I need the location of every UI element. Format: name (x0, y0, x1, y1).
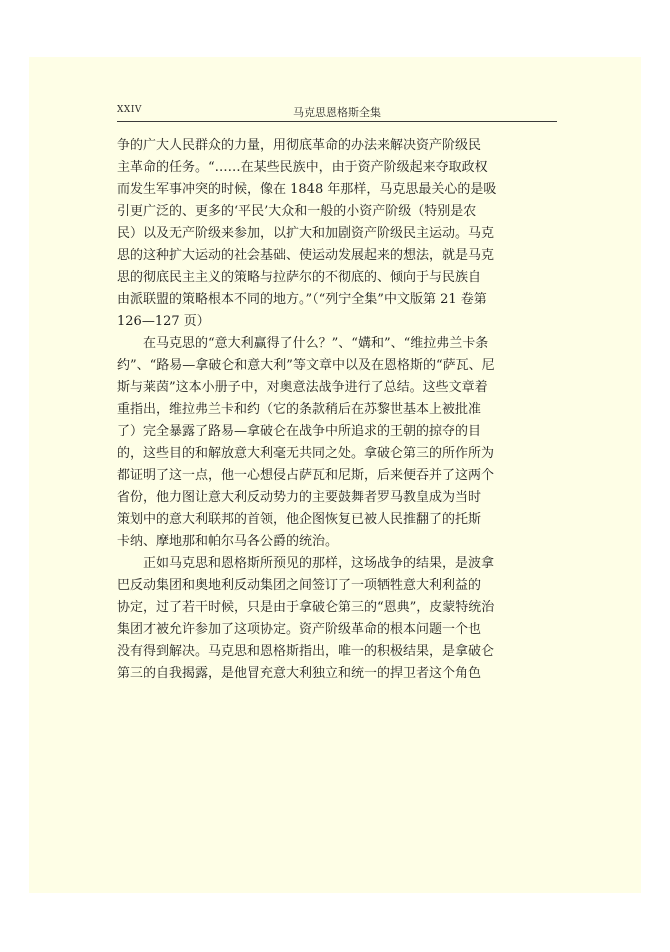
page-header (117, 103, 557, 122)
text-line: 而发生军事冲突的时候，像在 1848 年那样，马克思最关心的是吸 (117, 182, 497, 197)
text-line: 没有得到解决。马克思和恩格斯指出，唯一的积极结果，是拿破仑 (117, 644, 495, 659)
text-line: 民）以及无产阶级来参加，以扩大和加剧资产阶级民主运动。马克 (117, 226, 495, 241)
text-line: 争的广大人民群众的力量，用彻底革命的办法来解决资产阶级民 (117, 138, 482, 153)
paragraph-first-line: 正如马克思和恩格斯所预见的那样，这场战争的结果，是波拿 (143, 556, 495, 571)
text-line: 都证明了这一点，他一心想侵占萨瓦和尼斯，后来便吞并了这两个 (117, 468, 495, 483)
page-number: XXIV (117, 105, 142, 115)
text-line: 126—127 页） (117, 314, 210, 329)
text-line: 策划中的意大利联邦的首领，他企图恢复已被人民推翻了的托斯 (117, 512, 482, 527)
text-line: 思的彻底民主主义的策略与拉萨尔的不彻底的、倾向于与民族自 (117, 270, 482, 285)
running-title: 马克思恩格斯全集 (293, 106, 381, 119)
text-line: 省份，他力图让意大利反动势力的主要鼓舞者罗马教皇成为当时 (117, 490, 482, 505)
text-line: 由派联盟的策略根本不同的地方。”（“列宁全集”中文版第 21 卷第 (117, 292, 487, 307)
text-line: 思的这种扩大运动的社会基础、使运动发展起来的想法，就是马克 (117, 248, 495, 263)
text-line: 协定，过了若干时候，只是由于拿破仑第三的“恩典”，皮蒙特统治 (117, 600, 495, 615)
text-line: 约”、“路易—拿破仑和意大利”等文章中以及在恩格斯的“萨瓦、尼 (117, 358, 495, 373)
text-line: 的，这些目的和解放意大利毫无共同之处。拿破仑第三的所作所为 (117, 446, 495, 461)
body-text (117, 135, 557, 685)
text-line: 卡纳、摩地那和帕尔马各公爵的统治。 (117, 534, 339, 549)
text-line: 斯与莱茵”这本小册子中，对奥意法战争进行了总结。这些文章着 (117, 380, 488, 395)
text-line: 了）完全暴露了路易—拿破仑在战争中所追求的王朝的掠夺的目 (117, 424, 482, 439)
text-line: 引更广泛的、更多的‘平民’大众和一般的小资产阶级（特别是农 (117, 204, 477, 219)
text-line: 第三的自我揭露，是他冒充意大利独立和统一的捍卫者这个角色 (117, 666, 482, 681)
text-line: 重指出，维拉弗兰卡和约（它的条款稍后在苏黎世基本上被批准 (117, 402, 482, 417)
text-line: 集团才被允许参加了这项协定。资产阶级革命的根本问题一个也 (117, 622, 482, 637)
text-line: 巴反动集团和奥地利反动集团之间签订了一项牺牲意大利利益的 (117, 578, 482, 593)
text-line: 主革命的任务。“……在某些民族中，由于资产阶级起来夺取政权 (117, 160, 488, 175)
paragraph-first-line: 在马克思的“意大利赢得了什么？”、“媾和”、“维拉弗兰卡条 (143, 336, 489, 351)
